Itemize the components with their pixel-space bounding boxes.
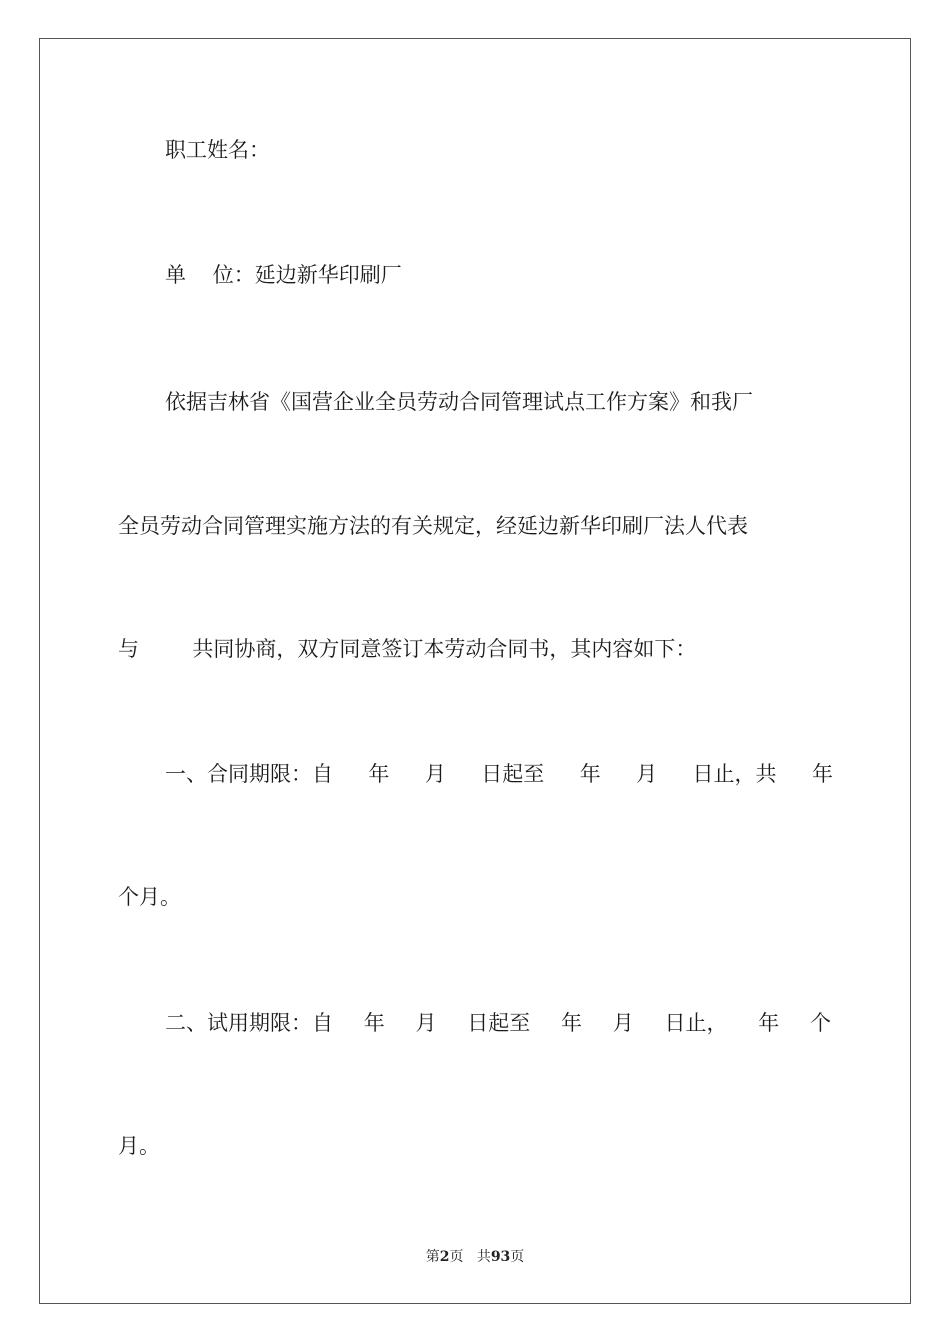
paragraph-1-line-2: 全员劳动合同管理实施方法的有关规定，经延边新华印刷厂法人代表	[118, 514, 748, 538]
employee-name-line: 职工姓名：	[165, 138, 270, 162]
total-pages: 93	[490, 1249, 511, 1265]
contract-term-part: 月	[424, 762, 446, 786]
paragraph-1-line-3: 与 共同协商，双方同意签订本劳动合同书，其内容如下：	[118, 637, 697, 661]
contract-term-part: 年	[579, 762, 601, 786]
contract-term-part: 一、合同期限：自	[165, 762, 333, 786]
trial-period-line	[165, 1010, 831, 1036]
total-suffix: 页	[510, 1249, 525, 1265]
contract-term-part: 年	[811, 762, 833, 786]
contract-term-line	[165, 761, 833, 787]
unit-line: 单 位：延边新华印刷厂	[165, 263, 402, 287]
trial-period-line-2: 月。	[118, 1134, 160, 1158]
contract-term-part: 年	[368, 762, 390, 786]
page-prefix: 第	[425, 1249, 440, 1265]
trial-period-part: 年	[561, 1011, 582, 1035]
contract-term-part: 日止，共	[692, 762, 777, 786]
contract-term-line-2: 个月。	[118, 885, 181, 909]
trial-period-part: 日止，	[664, 1011, 728, 1035]
contract-term-part: 日起至	[481, 762, 545, 786]
trial-period-part: 月	[612, 1011, 634, 1035]
contract-term-part: 月	[636, 762, 658, 786]
trial-period-part: 日起至	[467, 1011, 531, 1035]
total-prefix: 共	[476, 1249, 491, 1265]
page-border	[39, 38, 911, 1304]
trial-period-part: 年	[758, 1011, 780, 1035]
trial-period-part: 年	[363, 1011, 385, 1035]
page-number: 2	[439, 1249, 450, 1265]
page-footer	[0, 1248, 950, 1266]
trial-period-part: 二、试用期限：自	[165, 1011, 333, 1035]
trial-period-part: 个	[810, 1011, 831, 1035]
paragraph-1-line-1: 依据吉林省《国营企业全员劳动合同管理试点工作方案》和我厂	[165, 390, 753, 414]
trial-period-part: 月	[415, 1011, 437, 1035]
page-suffix: 页	[449, 1249, 464, 1265]
